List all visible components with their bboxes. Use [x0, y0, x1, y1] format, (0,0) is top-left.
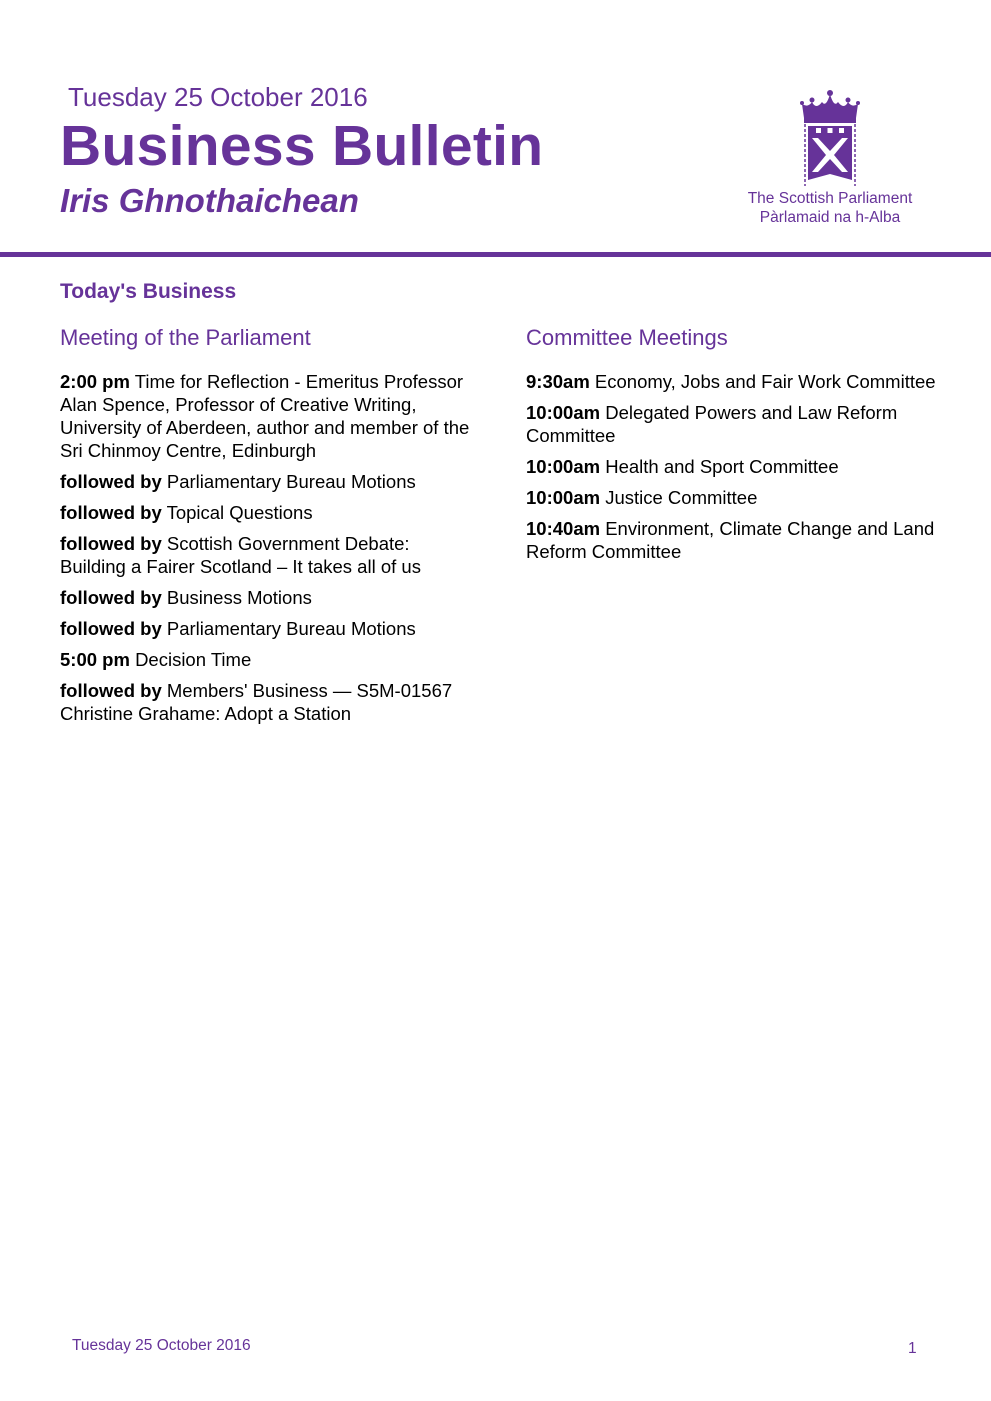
committee-item-time: 10:40am: [526, 518, 601, 539]
agenda-item: [60, 586, 470, 609]
committees-heading: Committee Meetings: [526, 325, 728, 350]
committee-item-time: 9:30am: [526, 371, 590, 392]
committee-item-time: 10:00am: [526, 402, 601, 423]
agenda-item-text: Business Motions: [166, 587, 312, 608]
agenda-item-lead: 2:00 pm: [60, 371, 130, 392]
agenda-item-text: Parliamentary Bureau Motions: [166, 471, 416, 492]
logo-text-gaelic: Pàrlamaid na h-Alba: [759, 209, 901, 226]
committee-item-time: 10:00am: [526, 456, 601, 477]
agenda-item: [60, 617, 470, 640]
agenda-item-lead: 5:00 pm: [60, 649, 130, 670]
agenda-item: [60, 370, 470, 462]
agenda-item-lead: followed by: [60, 471, 162, 492]
agenda-item-lead: followed by: [60, 502, 162, 523]
committee-item-name: Justice Committee: [605, 487, 758, 508]
agenda-item: [60, 648, 470, 671]
committee-item: [526, 455, 946, 478]
agenda-item: [60, 679, 470, 725]
agenda-item-lead: followed by: [60, 618, 162, 639]
agenda-item: [60, 470, 470, 493]
page-subtitle: Iris Ghnothaichean: [60, 182, 359, 219]
committee-item: [526, 517, 946, 563]
committee-item-name: Economy, Jobs and Fair Work Committee: [594, 371, 936, 392]
committee-meetings-list: [526, 370, 946, 571]
logo-text-english: The Scottish Parliament: [747, 190, 913, 207]
agenda-item-text: Time for Reflection - Emeritus Professor Alan Spence, Professor of Creative Writing, University of Aberdeen, author and member of the Sri Chinmoy Centre, Edinburgh: [60, 371, 470, 461]
agenda-item-text: Decision Time: [135, 649, 252, 670]
page-title: Business Bulletin: [60, 114, 544, 178]
committee-item: [526, 401, 946, 447]
committee-item-name: Delegated Powers and Law Reform Committee: [526, 402, 898, 446]
agenda-item-text: Members' Business — S5M-01567 Christine Grahame: Adopt a Station: [60, 680, 453, 724]
committee-item-time: 10:00am: [526, 487, 601, 508]
agenda-item-text: Parliamentary Bureau Motions: [166, 618, 416, 639]
agenda-item-lead: followed by: [60, 533, 162, 554]
crowned-saltire-emblem-icon: [798, 88, 862, 188]
meeting-heading: Meeting of the Parliament: [60, 325, 311, 350]
footer-date: Tuesday 25 October 2016: [72, 1337, 251, 1354]
committee-item: [526, 486, 946, 509]
header-divider: [0, 252, 991, 257]
header-date: Tuesday 25 October 2016: [68, 82, 368, 112]
agenda-item-text: Scottish Government Debate: Building a Fairer Scotland – It takes all of us: [60, 533, 421, 577]
agenda-item: [60, 532, 470, 578]
agenda-item-text: Topical Questions: [166, 502, 313, 523]
page-number: 1: [908, 1340, 917, 1357]
agenda-item: [60, 501, 470, 524]
parliament-logo: [740, 88, 920, 233]
agenda-item-lead: followed by: [60, 587, 162, 608]
meeting-agenda-list: [60, 370, 470, 733]
committee-item: [526, 370, 946, 393]
committee-item-name: Health and Sport Committee: [605, 456, 839, 477]
section-title: Today's Business: [60, 280, 237, 303]
agenda-item-lead: followed by: [60, 680, 162, 701]
committee-item-name: Environment, Climate Change and Land Reform Committee: [526, 518, 935, 562]
